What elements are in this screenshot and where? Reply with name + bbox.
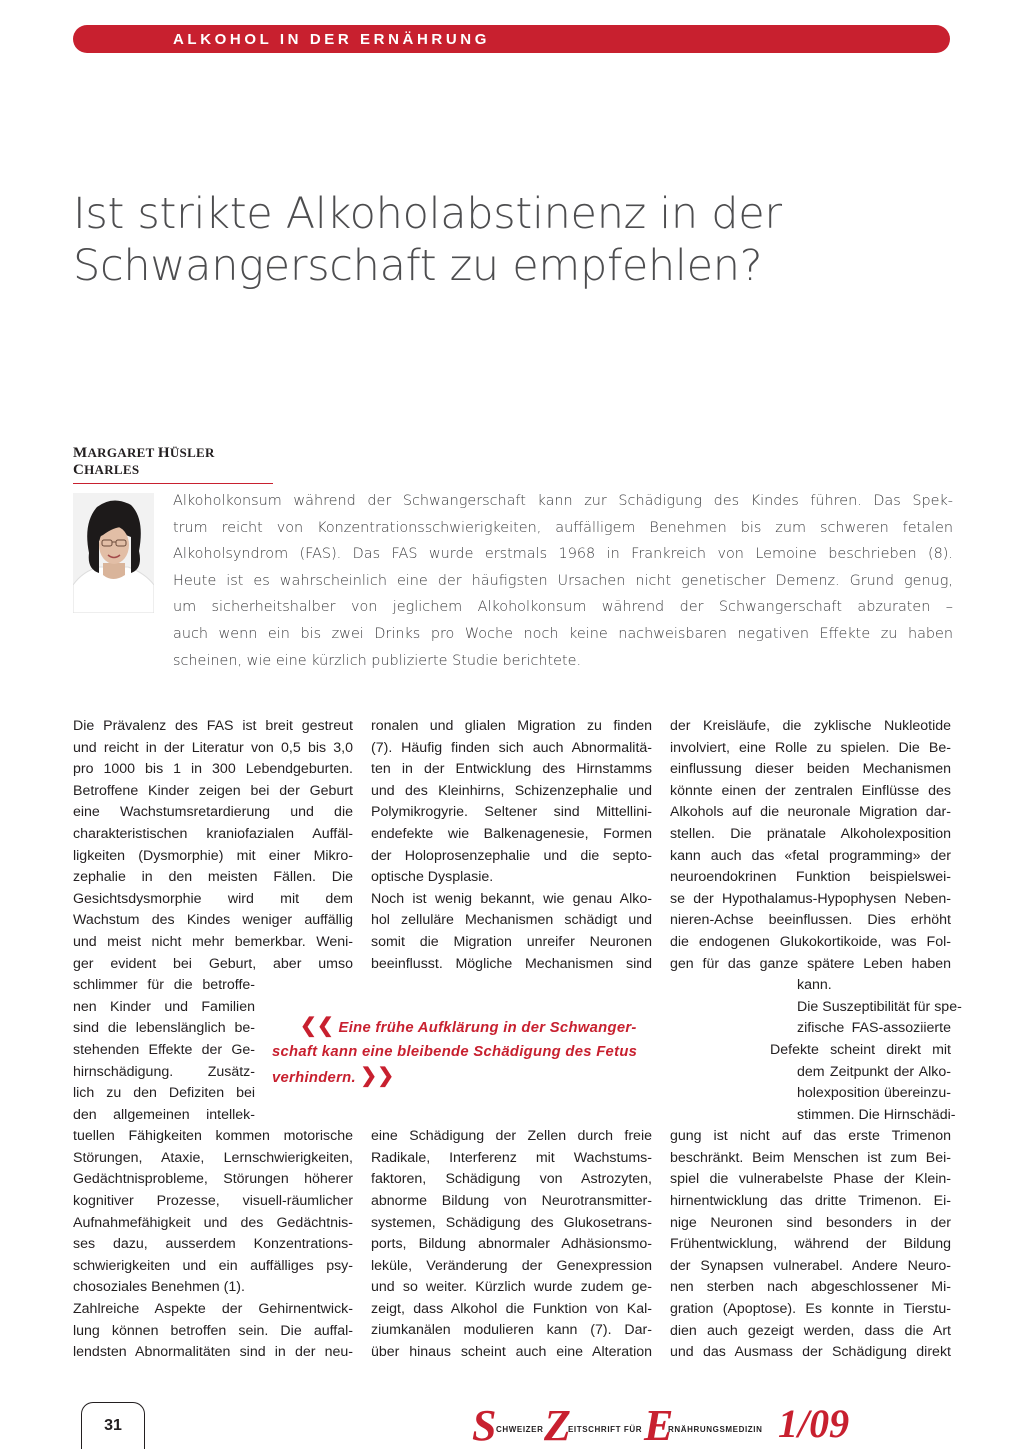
text-line: faktoren, Schädigung von Astrozyten, bbox=[371, 1171, 652, 1188]
text-line: eine Schädigung der Zellen durch freie bbox=[371, 1128, 652, 1145]
text-line: endefekte wie Balkenagenesie, Formen bbox=[371, 825, 652, 842]
text-line: Störungen, Ataxie, Lernschwierigkeiten, bbox=[73, 1149, 353, 1166]
author-initial: C bbox=[73, 462, 85, 478]
pull-quote bbox=[272, 1014, 757, 1090]
author-portrait-image bbox=[73, 493, 154, 613]
paragraph bbox=[73, 1299, 353, 1364]
text-line: involviert, eine Rolle zu spielen. Die Be- bbox=[670, 739, 951, 756]
text-line: leküle, Veränderung der Genexpression bbox=[371, 1257, 652, 1274]
text-line: charakteristischen kraniofazialen Auffäl- bbox=[73, 825, 353, 842]
text-line: Defekte scheint direkt mit bbox=[770, 1041, 951, 1058]
author-text: ÜSLER bbox=[169, 445, 215, 460]
text-line: stehenden Effekte der Ge- bbox=[73, 1041, 255, 1058]
journal-word: EITSCHRIFT FÜR bbox=[568, 1425, 643, 1434]
text-line: dien auch gezeigt werden, dass die Art bbox=[670, 1322, 951, 1339]
text-line: hirnentwicklung das dritte Trimenon. Ei- bbox=[670, 1193, 951, 1210]
text-line: Gesichtsdysmorphie wird mit dem bbox=[73, 890, 353, 907]
title-line: Schwangerschaft zu empfehlen? bbox=[73, 241, 763, 291]
text-line: Zahlreiche Aspekte der Gehirnentwick- bbox=[73, 1301, 353, 1318]
paragraph bbox=[670, 716, 951, 997]
text-line: Wachstum des Kindes weniger auffällig bbox=[73, 912, 353, 929]
author-text: ARGARET bbox=[87, 445, 158, 460]
section-banner bbox=[73, 25, 950, 53]
pull-quote-line: verhindern. bbox=[272, 1070, 356, 1086]
lead-line: um sicherheitshalber von jeglichem Alkoholkonsum während der Schwangerschaft abzuraten – bbox=[173, 599, 953, 616]
text-line: die endogenen Glukokortikoide, was Fol- bbox=[670, 933, 951, 950]
text-line: gung ist nicht auf das erste Trimenon bbox=[670, 1128, 951, 1145]
author-photo bbox=[73, 493, 154, 613]
text-line: zephalie in den meisten Fällen. Die bbox=[73, 869, 353, 886]
text-line: Aufnahmefähigkeit und des Gedächtnis- bbox=[73, 1214, 353, 1231]
section-label: ALKOHOL IN DER ERNÄHRUNG bbox=[173, 31, 490, 48]
text-line: schlimmer für die betroffe- bbox=[73, 977, 255, 994]
text-line: kann auch das «fetal programming» der bbox=[670, 847, 951, 864]
text-line: ports, Bildung abnormaler Adhäsionsmo- bbox=[371, 1236, 652, 1253]
text-line: und des Kleinhirns, Schizenzephalie und bbox=[371, 782, 652, 799]
text-line: ziumkanälen modulieren kann (7). Dar- bbox=[371, 1322, 652, 1339]
text-line: Die Prävalenz des FAS ist breit gestreut bbox=[73, 718, 353, 734]
journal-word: RNÄHRUNGSMEDIZIN bbox=[668, 1425, 763, 1434]
text-line: Die Suszeptibilität für spe- bbox=[797, 998, 962, 1015]
text-line: kann. bbox=[797, 977, 832, 994]
text-line: hirnschädigung. Zusätz- bbox=[73, 1063, 255, 1080]
text-line: könnte einen der zentralen Einflüsse des bbox=[670, 782, 951, 799]
text-line: sind die lebenslänglich be- bbox=[73, 1020, 255, 1037]
journal-letter-s: S bbox=[472, 1401, 497, 1450]
journal-word: CHWEIZER bbox=[496, 1425, 544, 1434]
text-line: einflussung dieser beiden Mechanismen bbox=[670, 761, 951, 778]
text-line: ligkeiten (Dysmorphie) mit einer Mikro- bbox=[73, 847, 353, 864]
paragraph bbox=[371, 716, 652, 889]
open-quote-icon: ❮❮ bbox=[300, 1015, 335, 1037]
text-line: gration (Apoptose). Es konnte in Tierstu- bbox=[670, 1301, 951, 1318]
text-line: tuellen Fähigkeiten kommen motorische bbox=[73, 1128, 353, 1145]
text-line: ses dazu, ausserdem Konzentrations- bbox=[73, 1236, 353, 1253]
text-line: zifische FAS-assoziierte bbox=[797, 1020, 951, 1037]
text-line: schwierigkeiten und ein auffälliges psy- bbox=[73, 1257, 353, 1274]
text-line: zeigt, dass Alkohol die Funktion von Kal- bbox=[371, 1300, 652, 1317]
lead-line: scheinen, wie eine kürzlich publizierte Studie berichtete. bbox=[173, 652, 582, 669]
text-line: den allgemeinen intellek- bbox=[73, 1106, 255, 1123]
text-line: und so weiter. Kürzlich wurde zudem ge- bbox=[371, 1279, 652, 1296]
text-line: dem Zeitpunkt der Alko- bbox=[797, 1063, 951, 1080]
text-line: optische Dysplasie. bbox=[371, 869, 494, 886]
author-initial: M bbox=[73, 445, 88, 461]
text-line: chosoziales Benehmen (1). bbox=[73, 1279, 245, 1296]
text-line: nen Kinder und Familien bbox=[73, 998, 255, 1015]
text-line: beschränkt. Beim Menschen ist zum Bei- bbox=[670, 1149, 951, 1166]
author-text: HARLES bbox=[84, 462, 140, 477]
text-line: und reicht in der Literatur von 0,5 bis 3,0 bbox=[73, 739, 353, 756]
text-line: Polymikrogyrie. Seltener sind Mittellini- bbox=[371, 804, 652, 821]
paragraph bbox=[73, 716, 353, 1299]
text-line: (7). Häufig finden sich auch Abnormalitä- bbox=[371, 739, 652, 756]
author-initial: H bbox=[157, 445, 170, 461]
close-quote-icon: ❯❯ bbox=[360, 1065, 395, 1087]
journal-letter-e: E bbox=[644, 1401, 674, 1450]
text-line: spiel die vulnerabelste Phase der Klein- bbox=[670, 1171, 951, 1188]
page-number-box bbox=[81, 1402, 145, 1449]
text-line: lich zu den Defiziten bei bbox=[73, 1085, 255, 1102]
text-line: über hinaus scheint auch eine Alteration bbox=[371, 1344, 652, 1361]
paragraph bbox=[371, 1126, 652, 1364]
text-line: stellen. Die pränatale Alkoholexposition bbox=[670, 825, 951, 842]
pull-quote-line: Eine frühe Aufklärung in der Schwanger- bbox=[338, 1020, 637, 1036]
lead-line: Alkoholkonsum während der Schwangerschaft kann zur Schädigung des Kindes führen. Das Spek- bbox=[173, 493, 953, 509]
text-line: hol zelluläre Mechanismen schädigt und bbox=[371, 912, 652, 929]
lead-line: Alkoholsyndrom (FAS). Das FAS wurde erstmals 1968 in Frankreich von Lemoine beschrieben (8). bbox=[173, 546, 953, 563]
text-line: der Synapsen vulnerabel. Andere Neuro- bbox=[670, 1257, 951, 1274]
lead-line: trum reicht von Konzentrationsschwierigkeiten, auffälligem Benehmen bis zum schweren fetalen bbox=[173, 519, 953, 536]
page-number: 31 bbox=[104, 1417, 122, 1434]
lead-line: auch wenn ein bis zwei Drinks pro Woche noch keine nachweisbaren negativen Effekte zu haben bbox=[173, 625, 953, 642]
text-line: stimmen. Die Hirnschädi- bbox=[797, 1106, 956, 1123]
text-line: se der Hypothalamus-Hypophysen Neben- bbox=[670, 890, 951, 907]
text-line: Noch ist wenig bekannt, wie genau Alko- bbox=[371, 890, 652, 907]
text-line: Radikale, Interferenz mit Wachstums- bbox=[371, 1149, 652, 1166]
text-line: abnorme Bildung von Neurotransmitter- bbox=[371, 1192, 652, 1209]
article-lead bbox=[173, 488, 953, 674]
text-line: gen für das ganze spätere Leben haben bbox=[670, 955, 951, 972]
journal-letter-z: Z bbox=[544, 1401, 571, 1450]
text-line: systemen, Schädigung des Glukosetrans- bbox=[371, 1214, 652, 1231]
title-line: Ist strikte Alkoholabstinenz in der bbox=[73, 189, 782, 239]
text-line: nen sterben nach abgeschlossener Mi- bbox=[670, 1279, 951, 1296]
text-line: Alkohols auf die neuronale Migration dar- bbox=[670, 804, 951, 821]
text-line: Frühentwicklung, während der Bildung bbox=[670, 1236, 951, 1253]
text-line: neuroendokrinen Funktion beispielswei- bbox=[670, 869, 951, 886]
article-title bbox=[73, 188, 953, 292]
text-line: beeinflusst. Mögliche Mechanismen sind bbox=[371, 955, 652, 972]
text-line: nige Neuronen sind besonders in der bbox=[670, 1214, 951, 1231]
text-line: der Kreisläufe, die zyklische Nukleotide bbox=[670, 718, 951, 734]
lead-line: Heute ist es wahrscheinlich eine der häufigsten Ursachen nicht genetischer Demenz. Grund genug, bbox=[173, 572, 953, 589]
text-line: und meist nicht mehr bemerkbar. Weni- bbox=[73, 933, 353, 950]
text-line: holexposition übereinzu- bbox=[797, 1085, 951, 1102]
text-line: ronalen und glialen Migration zu finden bbox=[371, 718, 652, 734]
text-line: und das Ausmass der Schädigung direkt bbox=[670, 1344, 951, 1361]
text-line: lung können betroffen sein. Die auffal- bbox=[73, 1322, 353, 1339]
text-line: lendsten Abnormalitäten sind in der neu- bbox=[73, 1344, 353, 1361]
journal-logo bbox=[472, 1398, 952, 1448]
text-line: ger evident bei Geburt, aber umso bbox=[73, 955, 353, 972]
paragraph bbox=[371, 889, 652, 975]
text-line: der Holoprosenzephalie und die septo- bbox=[371, 847, 652, 864]
text-line: Gedächtnisprobleme, Störungen höherer bbox=[73, 1171, 353, 1188]
text-line: kognitiver Prozesse, visuell-räumlicher bbox=[73, 1193, 353, 1210]
author-byline bbox=[73, 445, 273, 484]
text-line: somit die Migration unreifer Neuronen bbox=[371, 933, 652, 950]
pull-quote-line: schaft kann eine bleibende Schädigung des Fetus bbox=[272, 1044, 638, 1060]
text-line: nieren-Achse beeinflussen. Dies erhöht bbox=[670, 912, 951, 929]
issue-number: 1/09 bbox=[778, 1401, 850, 1446]
text-line: pro 1000 bis 1 in 300 Lebendgeburten. bbox=[73, 761, 353, 778]
text-line: eine Wachstumsretardierung und die bbox=[73, 804, 353, 821]
text-line: ten in der Entwicklung des Hirnstamms bbox=[371, 761, 652, 778]
text-line: Betroffene Kinder zeigen bei der Geburt bbox=[73, 782, 353, 799]
